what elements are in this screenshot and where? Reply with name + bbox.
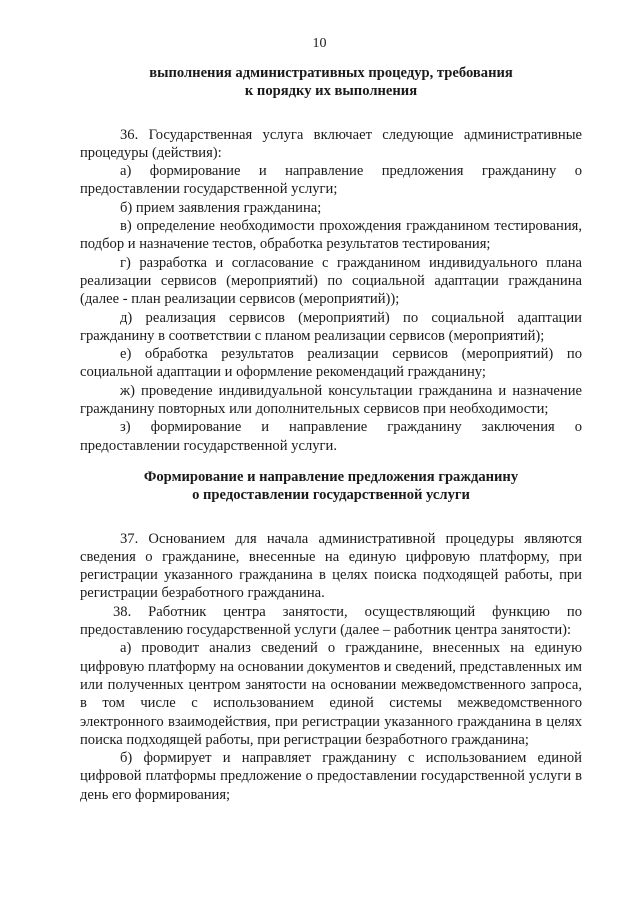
section-heading-procedures <box>80 64 582 101</box>
list-item-a-38: а) проводит анализ сведений о гражданине, внесенных на единую цифровую платформу на основании документов и сведений, представленных им или полученных центром занятости на основании межведомственного запроса, в том числе с использованием единой системы межведомственного электронного взаимодействия, при регистрации указанного гражданина в целях поиска подходящей работы, при регистрации безработного гражданина; <box>80 640 582 748</box>
page-content <box>80 64 582 804</box>
heading-line: к порядку их выполнения <box>244 83 418 100</box>
paragraph-37: 37. Основанием для начала административной процедуры являются сведения о гражданине, внесенные на единую цифровую платформу, при регистрации указанного гражданина в целях поиска подходящей работы, при регистрации безработного гражданина. <box>80 530 582 602</box>
spacer <box>80 455 582 468</box>
list-item-b: б) прием заявления гражданина; <box>120 199 322 216</box>
heading-line: о предоставлении государственной услуги <box>192 487 470 504</box>
list-item-v: в) определение необходимости прохождения гражданином тестирования, подбор и назначение тестов, обработка результатов тестирования; <box>80 218 582 253</box>
list-item-d: д) реализация сервисов (мероприятий) по социальной адаптации гражданину в соответствии с планом реализации сервисов (мероприятий); <box>80 309 582 344</box>
section-heading-offer <box>80 468 582 505</box>
list-item-e: е) обработка результатов реализации сервисов (мероприятий) по социальной адаптации и оформление рекомендаций гражданину; <box>80 346 582 381</box>
list-item-a: а) формирование и направление предложения гражданину о предоставлении государственной услуги; <box>80 163 582 198</box>
paragraph-38: 38. Работник центра занятости, осуществляющий функцию по предоставлению государственной услуги (далее – работник центра занятости): <box>80 603 582 639</box>
list-item-g: г) разработка и согласование с гражданином индивидуального плана реализации сервисов (мероприятий) по социальной адаптации гражданина (далее - план реализации сервисов (мероприятий)); <box>80 254 582 308</box>
heading-line: выполнения административных процедур, требования <box>149 65 513 81</box>
list-item-z: з) формирование и направление гражданину заключения о предоставлении государственной услуги. <box>80 419 582 454</box>
list-item-zh: ж) проведение индивидуальной консультации гражданина и назначение гражданину повторных или дополнительных сервисов при необходимости; <box>80 382 582 418</box>
heading-line: Формирование и направление предложения гражданину <box>143 468 519 485</box>
list-item-b-38: б) формирует и направляет гражданину с использованием единой цифровой платформы предложение о предоставлении государственной услуги в день его формирования; <box>80 750 582 803</box>
page-number: 10 <box>312 36 327 51</box>
paragraph-36: 36. Государственная услуга включает следующие административные процедуры (действия): <box>80 126 582 161</box>
